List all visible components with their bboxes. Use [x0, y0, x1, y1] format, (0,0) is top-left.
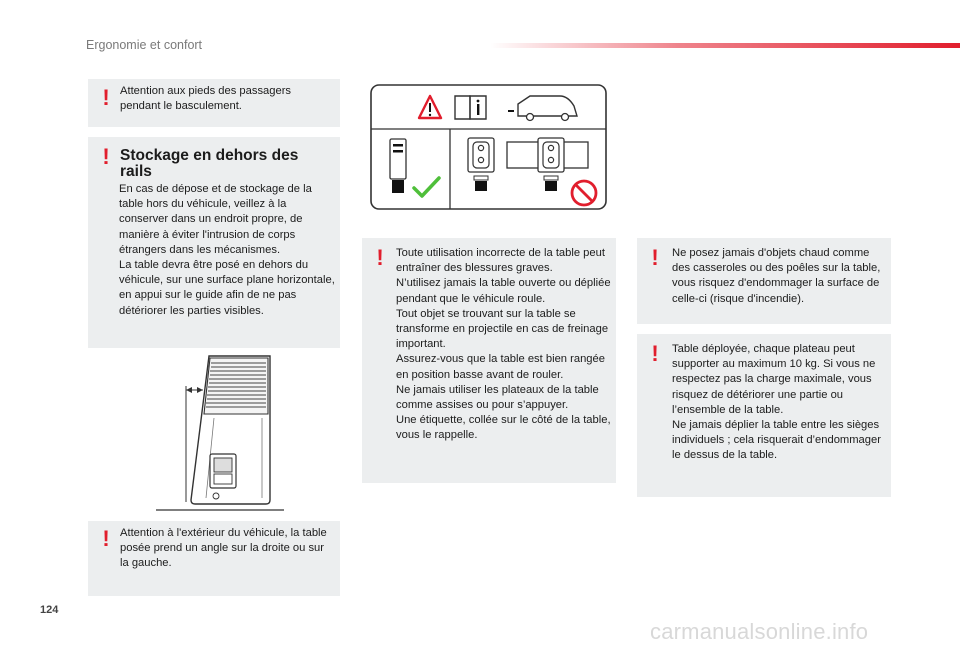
warning-text: Ne posez jamais d'objets chaud comme des casseroles ou des poêles sur la table, vous risquez d'endommager la surface de celle-ci (risque d'incendie). [672, 247, 881, 305]
warning-mark-icon: ! [651, 341, 659, 366]
misuse-paragraph-3: Tout objet se trouvant sur la table se transforme en projectile en cas de freinage important. [396, 307, 609, 351]
warning-mark-icon: ! [102, 526, 110, 551]
header-section-title: Ergonomie et confort [86, 38, 203, 52]
misuse-paragraph-2: N’utilisez jamais la table ouverte ou dépliée pendant que le véhicule roule. [396, 277, 611, 305]
misuse-paragraph-5: Ne jamais utiliser les plateaux de la table comme assises ou pour s’appuyer. [396, 383, 599, 412]
warning-mark-icon: ! [651, 245, 659, 270]
storage-heading: Stockage en dehors des rails [120, 147, 299, 180]
warning-box-storage [88, 137, 340, 348]
warning-box-misuse [362, 238, 616, 483]
warning-label-panel [370, 84, 608, 212]
warning-box-feet [88, 79, 340, 127]
load-paragraph-1: Table déployée, chaque plateau peut supporter au maximum 10 kg. Si vous ne respectez pas la charge maximale, vous risquez de détériorer une partie ou l’ensemble de la table. [672, 343, 876, 416]
warning-mark-icon: ! [102, 144, 110, 169]
warning-box-load [637, 334, 891, 497]
page-number: 124 [40, 604, 59, 616]
misuse-paragraph-6: Une étiquette, collée sur le côté de la table, vous le rappelle. [396, 414, 611, 442]
warning-box-hot-objects [637, 238, 891, 324]
warning-box-exterior [88, 521, 340, 596]
load-paragraph-2: Ne jamais déplier la table entre les sièges individuels ; cela risquerait d’endommager le dessus de la table. [672, 419, 881, 462]
warning-mark-icon: ! [102, 85, 110, 110]
storage-paragraph-2: La table devra être posé en dehors du véhicule, sur une surface plane horizontale, en appui sur le guide afin de ne pas détériorer les parties visibles. [119, 259, 335, 317]
header-accent-rule [490, 43, 960, 48]
warning-mark-icon: ! [376, 245, 384, 270]
storage-paragraph-1: En cas de dépose et de stockage de la table hors du véhicule, veillez à la conserver dans un endroit propre, de manière à éviter l'intrusion de corps étrangers dans les mécanismes. [119, 183, 312, 256]
watermark: carmanualsonline.info [650, 619, 869, 644]
misuse-paragraph-1: Toute utilisation incorrecte de la table peut entraîner des blessures graves. [396, 247, 605, 275]
warning-text: Attention aux pieds des passagers pendant le basculement. [120, 85, 292, 113]
stored-table-side-icon [390, 139, 406, 193]
warning-text: Attention à l'extérieur du véhicule, la table posée prend un angle sur la droite ou sur la gauche. [120, 527, 327, 570]
stored-table-illustration [148, 350, 288, 515]
misuse-paragraph-4: Assurez-vous que la table est bien rangée en position basse avant de rouler. [396, 353, 605, 381]
